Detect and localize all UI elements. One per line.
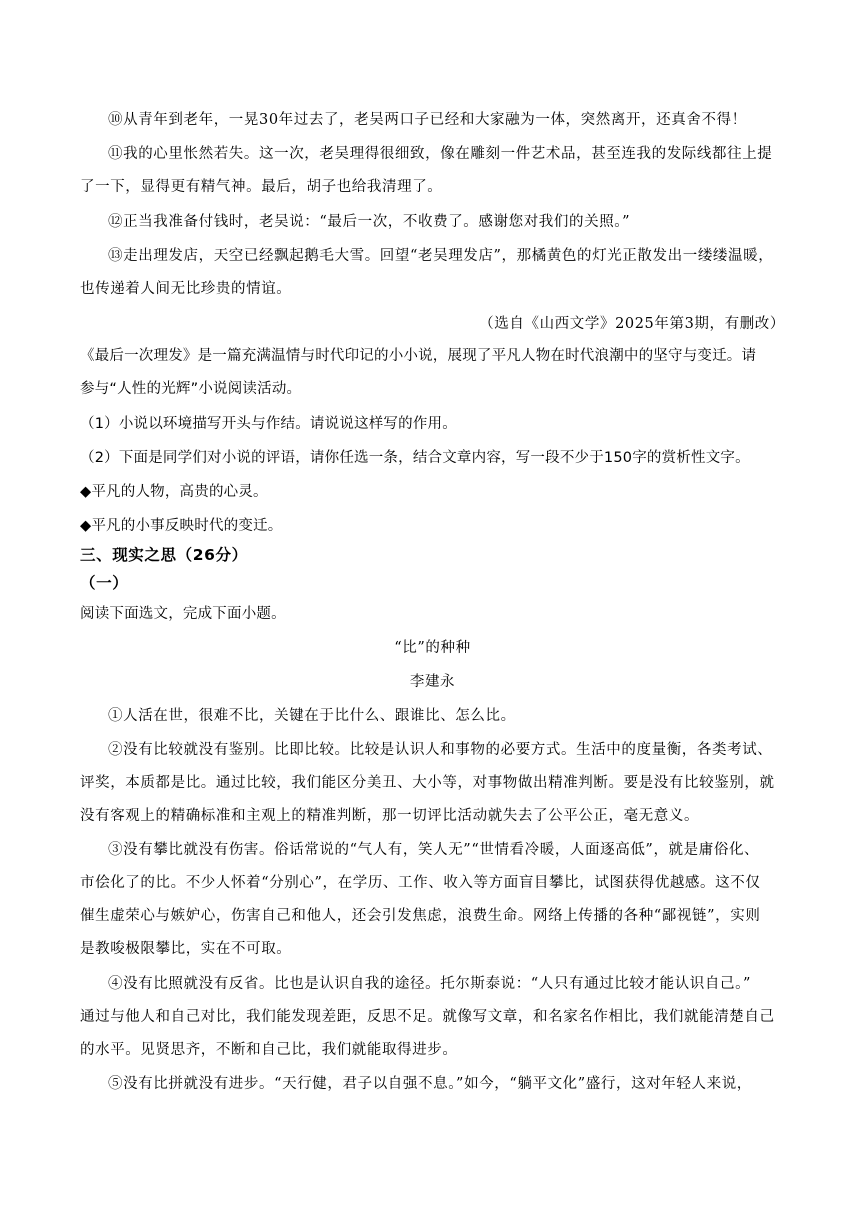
question-2: （2）下面是同学们对小说的评语，请你任选一条，结合文章内容，写一段不少于150字的赏析性文字。 — [80, 450, 750, 466]
essay-title: “比”的种种 — [394, 640, 471, 656]
story-paragraph-11: ⑪我的心里怅然若失。这一次，老吴理得很细致，像在雕刻一件艺术品，甚至连我的发际线都往上提 了一下，显得更有精气神。最后，胡子也给我清理了。 — [80, 146, 773, 195]
essay-paragraph-3: ③没有攀比就没有伤害。俗话常说的“气人有，笑人无”“世情看冷暖，人面逐高低”，就是庸俗化、 市侩化了的比。不少人怀着“分别心”，在学历、工作、收入等方面盲目攀比，试图获得优越感。这不仅 催生虚荣心与嫉妒心，伤害自己和他人，还会引发焦虑，浪费生命。网络上传播的各种“鄙视链”，实则 是教唆极限攀比，实在不可取。 — [80, 842, 761, 957]
section-heading: 三、现实之思（26分） — [80, 546, 248, 564]
question-1: （1）小说以环境描写开头与作结。请说说这样写的作用。 — [80, 416, 457, 432]
story-paragraph-13: ⑬走出理发店，天空已经飘起鹅毛大雪。回望“老吴理发店”，那橘黄色的灯光正散发出一缕缕温暖， 也传递着人间无比珍贵的情谊。 — [80, 248, 774, 297]
reading-instruction: 阅读下面选文，完成下面小题。 — [80, 606, 286, 622]
essay-paragraph-5: ⑤没有比拼就没有进步。“天行健，君子以自强不息。”如今，“躺平文化”盛行，这对年轻人来说， — [108, 1076, 752, 1092]
comment-option-2: ◆平凡的小事反映时代的变迁。 — [80, 518, 283, 534]
essay-paragraph-4: ④没有比照就没有反省。比也是认识自我的途径。托尔斯泰说：“人只有通过比较才能认识自己。” 通过与他人和自己对比，我们能发现差距，反思不足。就像写文章，和名家名作相比，我们就能清楚自己 的水平。见贤思齐，不断和自己比，我们就能取得进步。 — [80, 976, 775, 1058]
story-paragraph-10: ⑩从青年到老年，一晃30年过去了，老吴两口子已经和大家融为一体，突然离开，还真舍不得！ — [108, 112, 747, 128]
essay-author: 李建永 — [409, 674, 456, 690]
activity-intro: 《最后一次理发》是一篇充满温情与时代印记的小小说，展现了平凡人物在时代浪潮中的坚守与变迁。请 参与“人性的光辉”小说阅读活动。 — [80, 348, 757, 397]
source-citation: （选自《山西文学》2025年第3期，有删改） — [479, 316, 785, 332]
subsection-heading: （一） — [80, 574, 129, 592]
comment-option-1: ◆平凡的人物，高贵的心灵。 — [80, 484, 268, 500]
essay-paragraph-1: ①人活在世，很难不比，关键在于比什么、跟谁比、怎么比。 — [108, 708, 516, 724]
essay-paragraph-2: ②没有比较就没有鉴别。比即比较。比较是认识人和事物的必要方式。生活中的度量衡，各类考试、 评奖，本质都是比。通过比较，我们能区分美丑、大小等，对事物做出精准判断。要是没有比较鉴别，就 没有客观上的精确标准和主观上的精准判断，那一切评比活动就失去了公平公正，毫无意义。 — [80, 742, 775, 824]
story-paragraph-12: ⑫正当我准备付钱时，老吴说：“最后一次，不收费了。感谢您对我们的关照。” — [108, 214, 631, 230]
